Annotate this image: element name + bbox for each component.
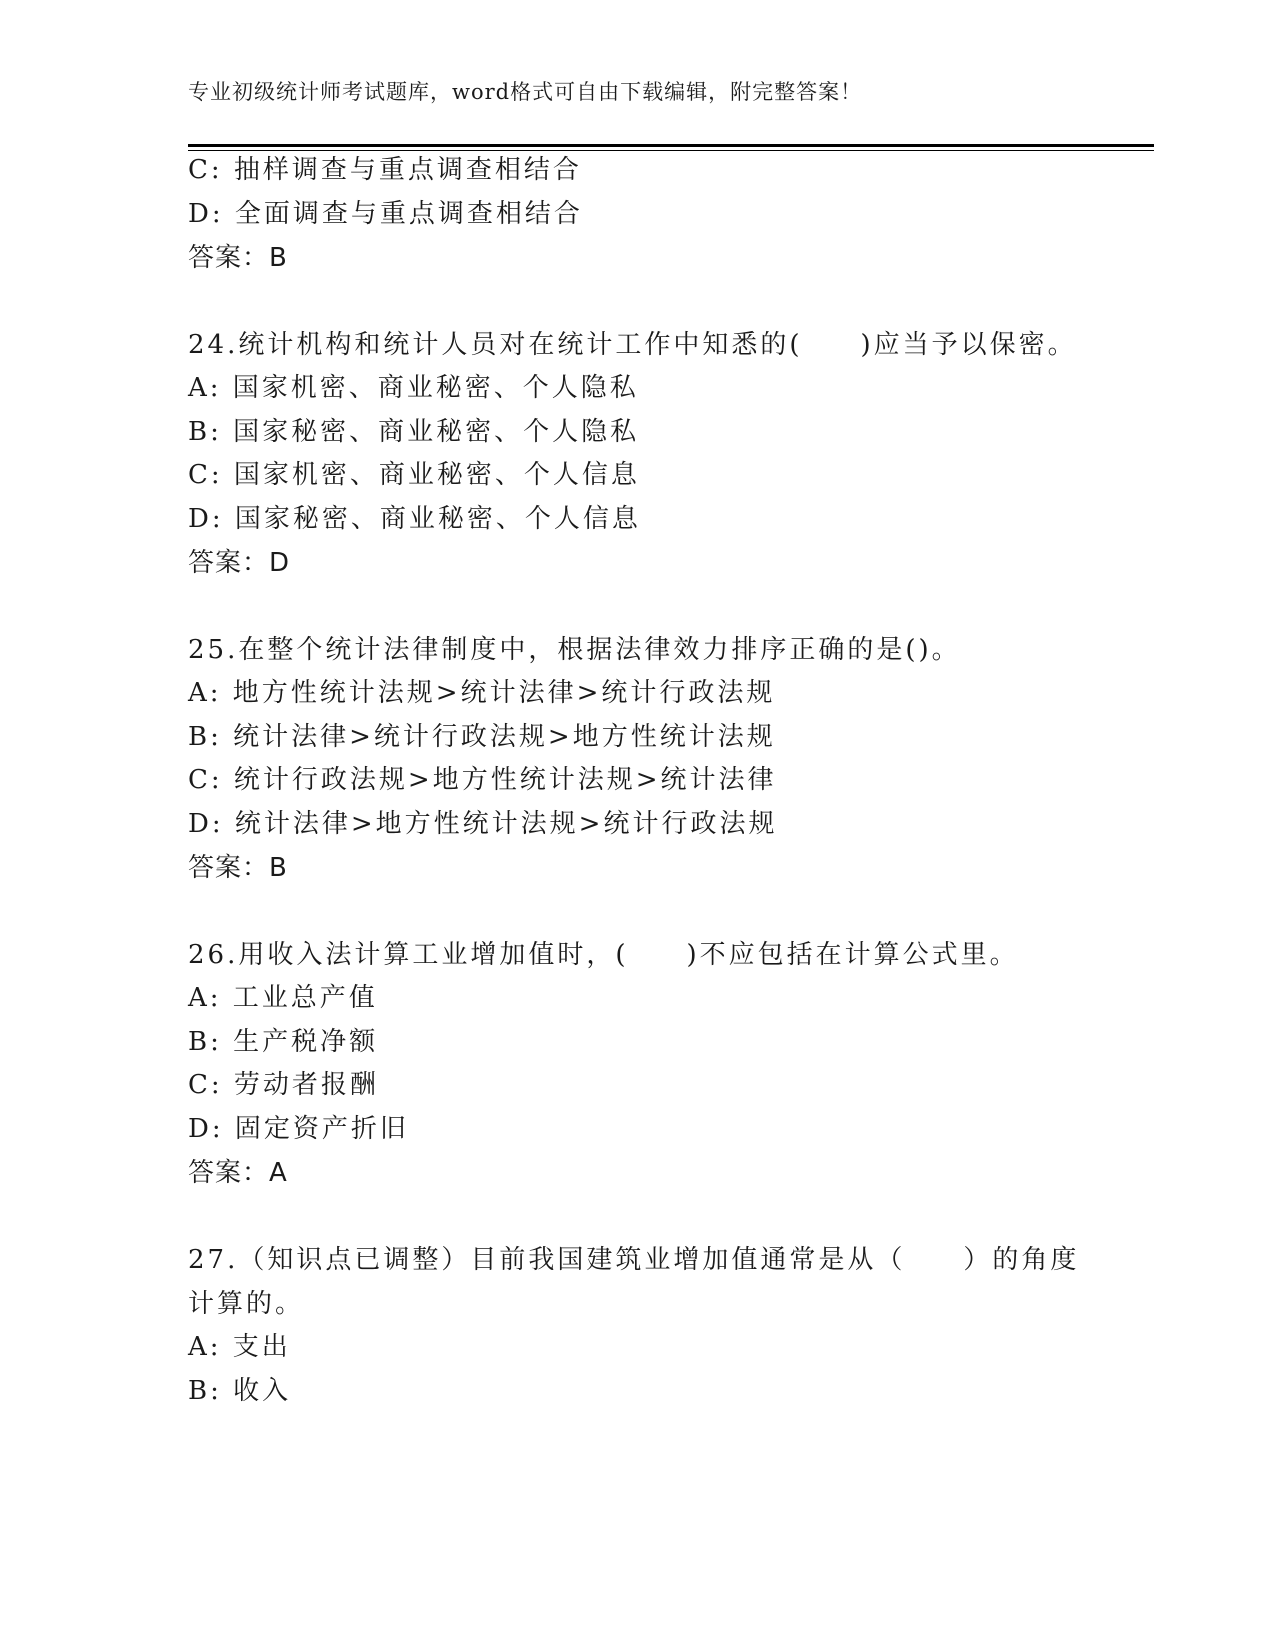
option-b: B: 收入: [188, 1376, 292, 1406]
question-26: 26.用收入法计算工业增加值时，( )不应包括在计算公式里。: [188, 940, 1019, 970]
question-27: 27.（知识点已调整）目前我国建筑业增加值通常是从（ ）的角度: [188, 1245, 1080, 1275]
option-a: A: 支出: [188, 1332, 291, 1362]
question-27-continued: 计算的。: [188, 1289, 305, 1319]
option-d: D: 国家秘密、商业秘密、个人信息: [188, 504, 641, 534]
option-c: C: 抽样调查与重点调查相结合: [188, 155, 582, 185]
header-rule-thick: [188, 144, 1154, 147]
answer: 答案：B: [188, 243, 288, 273]
option-d: D: 统计法律>地方性统计法规>统计行政法规: [188, 809, 778, 839]
option-a: A: 地方性统计法规>统计法律>统计行政法规: [188, 678, 776, 708]
question-25: 25.在整个统计法律制度中，根据法律效力排序正确的是()。: [188, 635, 961, 665]
option-b: B: 生产税净额: [188, 1027, 379, 1057]
answer: 答案：D: [188, 548, 291, 578]
option-d: D: 固定资产折旧: [188, 1114, 409, 1144]
page-header: 专业初级统计师考试题库，word格式可自由下载编辑，附完整答案！: [188, 80, 863, 104]
option-c: C: 统计行政法规>地方性统计法规>统计法律: [188, 765, 777, 795]
option-b: B: 统计法律>统计行政法规>地方性统计法规: [188, 722, 776, 752]
option-d: D: 全面调查与重点调查相结合: [188, 199, 583, 229]
header-rule-thin: [188, 150, 1154, 151]
answer: 答案：B: [188, 853, 288, 883]
question-24: 24.统计机构和统计人员对在统计工作中知悉的( )应当予以保密。: [188, 330, 1077, 360]
option-c: C: 劳动者报酬: [188, 1070, 379, 1100]
answer: 答案：A: [188, 1158, 288, 1188]
option-c: C: 国家机密、商业秘密、个人信息: [188, 460, 640, 490]
option-a: A: 国家机密、商业秘密、个人隐私: [188, 373, 639, 403]
option-b: B: 国家秘密、商业秘密、个人隐私: [188, 417, 640, 447]
option-a: A: 工业总产值: [188, 983, 378, 1013]
